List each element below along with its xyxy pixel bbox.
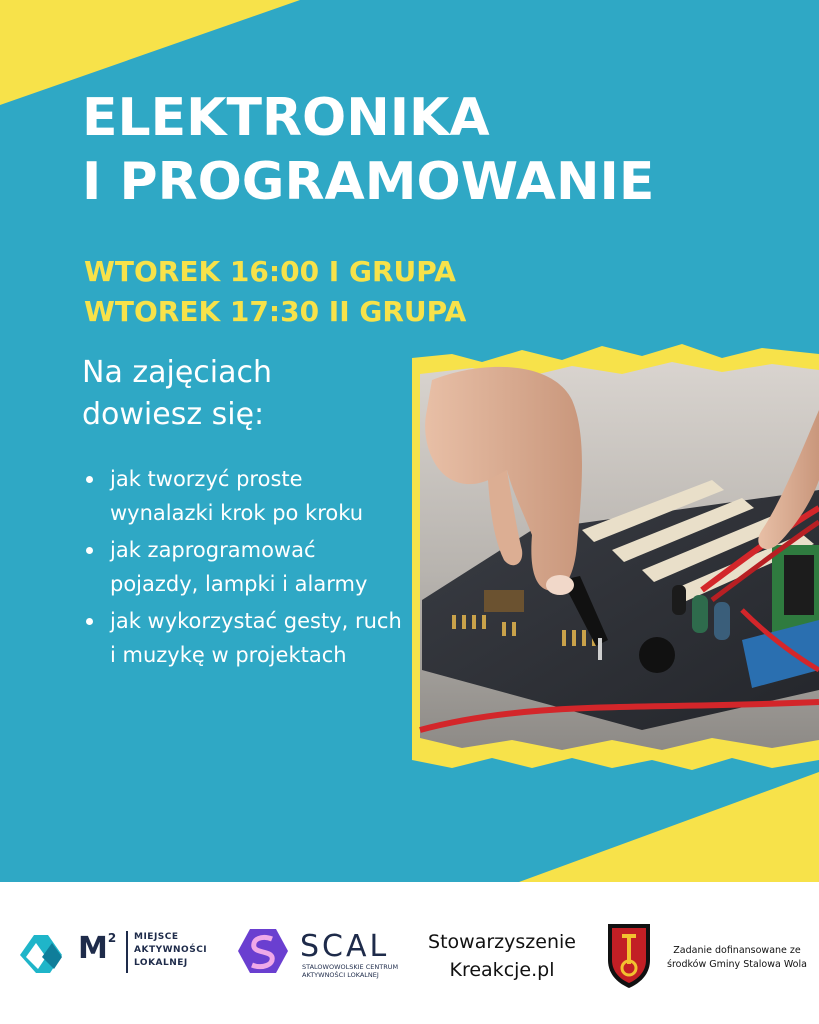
electronics-photo	[412, 340, 819, 770]
scal-logo	[236, 925, 406, 985]
list-item	[82, 533, 402, 601]
intro-text: Na zajęciach dowiesz się:	[82, 355, 273, 432]
coat-of-arms-icon	[604, 920, 654, 990]
schedule-item: WTOREK 16:00 I GRUPA	[84, 255, 456, 288]
schedule-item: WTOREK 17:30 II GRUPA	[84, 295, 467, 328]
scal-subtitle: STALOWOWOLSKIE CENTRUM AKTYWNOŚCI LOKALNEJ	[302, 963, 399, 979]
list-item	[82, 462, 402, 530]
list-item-text: jak wykorzystać gesty, ruch i muzykę w projektach	[110, 609, 402, 667]
page-title	[82, 86, 654, 214]
m2-logo-icon	[16, 927, 72, 977]
topics-list	[82, 462, 402, 675]
scal-logo-icon	[236, 925, 290, 979]
yellow-corner-bottom-right	[519, 772, 819, 882]
title-line-1: ELEKTRONIKA	[82, 88, 490, 148]
kreakcje-logo: Stowarzyszenie Kreakcje.pl	[428, 931, 576, 981]
bullet-icon	[86, 547, 93, 554]
bullet-icon	[86, 476, 93, 483]
m2-subtitle: MIEJSCE AKTYWNOŚCI LOKALNEJ	[134, 932, 208, 968]
title-line-2: I PROGRAMOWANIE	[82, 152, 655, 212]
list-item-text: jak zaprogramować pojazdy, lampki i alarmy	[110, 538, 368, 596]
schedule	[84, 252, 466, 332]
scal-wordmark: SCAL	[300, 929, 390, 964]
funding-note: Zadanie dofinansowane ze środków Gminy Stalowa Wola	[667, 945, 807, 970]
bullet-icon	[86, 618, 93, 625]
m2-mark: $M^2$	[78, 931, 117, 966]
list-item-text: jak tworzyć proste wynalazki krok po kroku	[110, 467, 364, 525]
list-item	[82, 604, 402, 672]
m2-logo	[16, 925, 226, 985]
m2-divider	[126, 931, 128, 973]
